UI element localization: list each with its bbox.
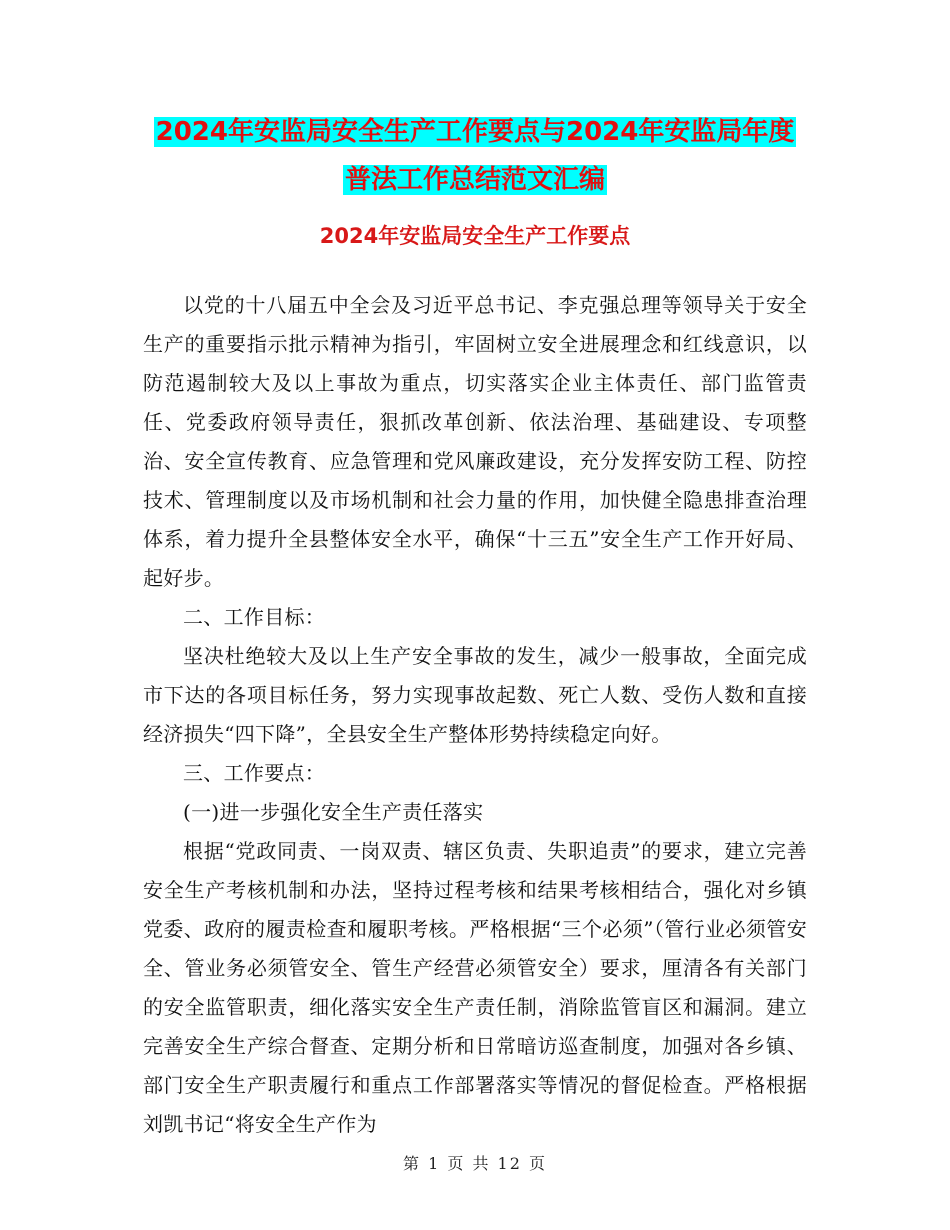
body-paragraph: 以党的十八届五中全会及习近平总书记、李克强总理等领导关于安全生产的重要指示批示精神为指引，牢固树立安全进展理念和红线意识，以防范遏制较大及以上事故为重点，切实落实企业主体责任、部门监管责任、党委政府领导责任，狠抓改革创新、依法治理、基础建设、专项整治、安全宣传教育、应急管理和党风廉政建设，充分发挥安防工程、防控技术、管理制度以及市场机制和社会力量的作用，加快健全隐患排查治理体系，着力提升全县整体安全水平，确保“十三五”安全生产工作开好局、起好步。 [143, 293, 807, 590]
body-paragraph: 坚决杜绝较大及以上生产安全事故的发生，减少一般事故，全面完成市下达的各项目标任务，努力实现事故起数、死亡人数、受伤人数和直接经济损失“四下降”，全县安全生产整体形势持续稳定向好。 [143, 644, 807, 746]
document-title-line-1: 2024年安监局安全生产工作要点与2024年安监局年度 [155, 117, 795, 147]
document-title-line-2: 普法工作总结范文汇编 [344, 165, 605, 195]
page-footer: 第 1 页 共 12 页 [403, 1154, 547, 1173]
body-paragraph: (一)进一步强化安全生产责任落实 [183, 800, 484, 824]
section-title: 2024年安监局安全生产工作要点 [319, 224, 631, 248]
body-paragraph: 根据“党政同责、一岗双责、辖区负责、失职追责”的要求，建立完善安全生产考核机制和办法，坚持过程考核和结果考核相结合，强化对乡镇党委、政府的履责检查和履职考核。严格根据“三个必须”（管行业必须管安全、管业务必须管安全、管生产经营必须管安全）要求，厘清各有关部门的安全监管职责，细化落实安全生产责任制，消除监管盲区和漏洞。建立完善安全生产综合督查、定期分析和日常暗访巡查制度，加强对各乡镇、部门安全生产职责履行和重点工作部署落实等情况的督促检查。严格根据刘凯书记“将安全生产作为 [143, 839, 807, 1136]
body-paragraph: 二、工作目标： [183, 605, 326, 629]
document-title [0, 108, 950, 204]
document-body [143, 286, 807, 1144]
body-paragraph: 三、工作要点： [183, 761, 326, 785]
